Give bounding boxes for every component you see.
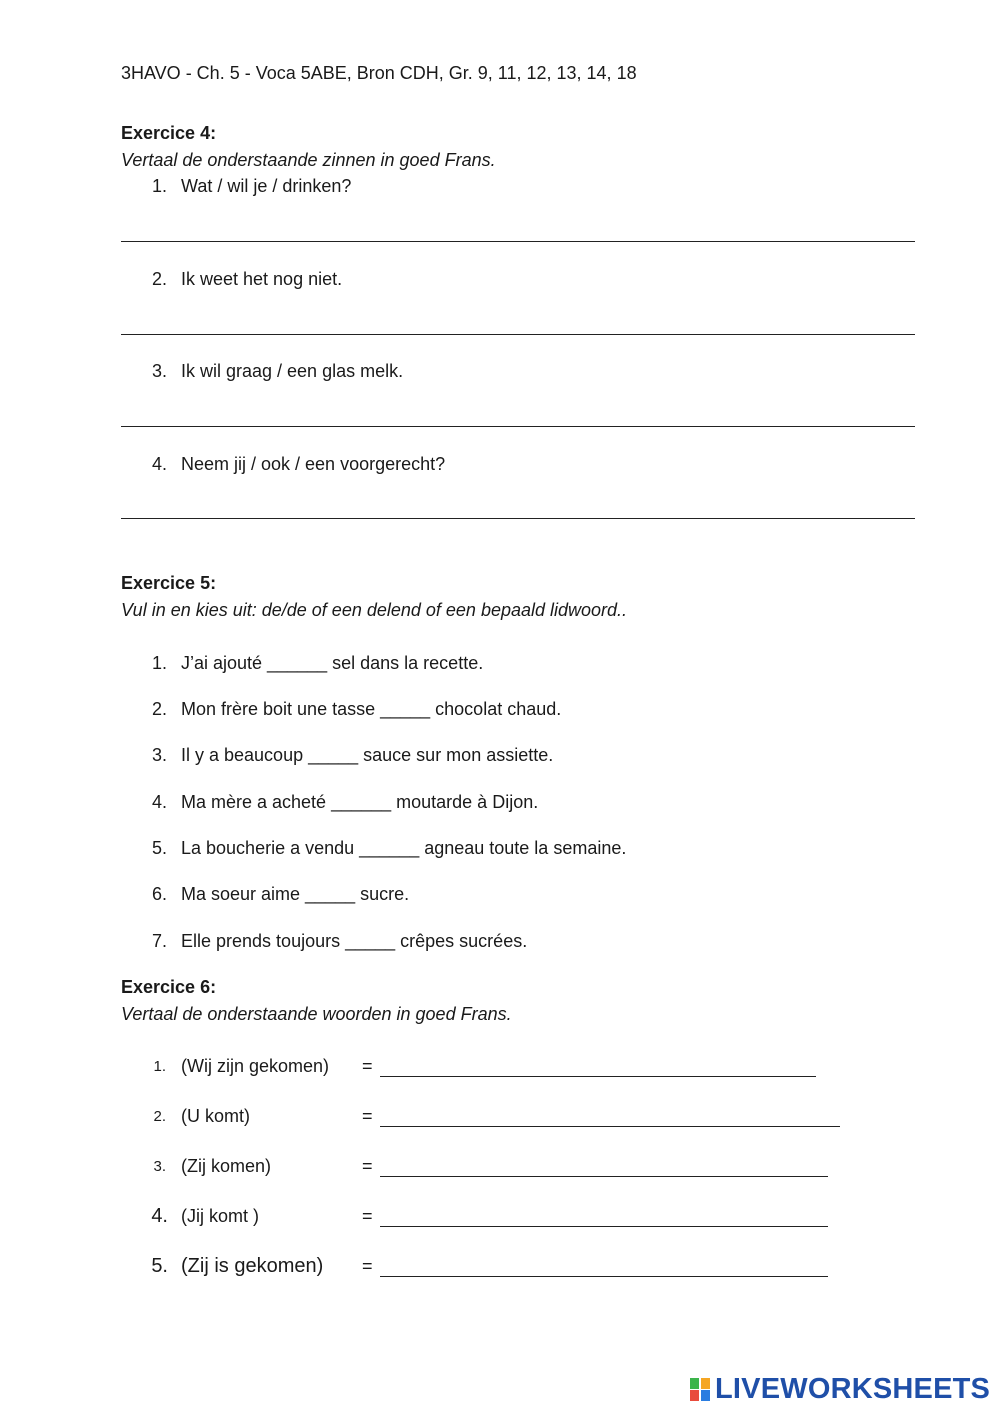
ex5-item-text[interactable]: Ma soeur aime _____ sucre. [181, 884, 410, 904]
ex6-equals: = [362, 1256, 373, 1276]
ex6-equals: = [362, 1106, 373, 1126]
ex4-item-text: Neem jij / ook / een voorgerecht? [181, 454, 446, 474]
ex6-answer-line[interactable] [380, 1076, 816, 1077]
ex4-item-text: Ik wil graag / een glas melk. [181, 361, 404, 381]
ex6-item-number: 3. [153, 1158, 166, 1175]
document-header: 3HAVO - Ch. 5 - Voca 5ABE, Bron CDH, Gr. 9, 11, 12, 13, 14, 18 [121, 63, 637, 83]
ex4-item-number: 2. [151, 269, 167, 289]
ex5-item-text[interactable]: Il y a beaucoup _____ sauce sur mon assiette. [181, 745, 554, 765]
exercise-5-title: Exercice 5: [121, 573, 217, 593]
ex4-item-number: 3. [151, 361, 167, 381]
ex6-item-number: 5. [151, 1255, 168, 1277]
ex4-answer-line[interactable] [121, 334, 915, 335]
ex6-item-text: (Jij komt ) [181, 1206, 259, 1226]
ex5-item-number: 2. [151, 699, 167, 719]
ex6-item-number: 2. [153, 1108, 166, 1125]
exercise-6-title: Exercice 6: [121, 977, 217, 997]
ex5-item-number: 3. [151, 745, 167, 765]
exercise-6-instruction: Vertaal de onderstaande woorden in goed Frans. [121, 1004, 512, 1024]
ex6-item-number: 1. [153, 1058, 166, 1075]
ex6-equals: = [362, 1206, 373, 1226]
liveworksheets-logo [690, 1374, 990, 1404]
ex6-item-text: (U komt) [181, 1106, 250, 1126]
ex6-item-text: (Zij komen) [181, 1156, 272, 1176]
ex6-item-number: 4. [151, 1205, 168, 1227]
exercise-5-instruction: Vul in en kies uit: de/de of een delend of een bepaald lidwoord.. [121, 600, 628, 620]
ex5-item-number: 4. [151, 792, 167, 812]
ex6-answer-line[interactable] [380, 1276, 828, 1277]
ex6-equals: = [362, 1156, 373, 1176]
liveworksheets-logo-icon [690, 1376, 712, 1402]
ex5-item-number: 5. [151, 838, 167, 858]
ex6-item-text: (Wij zijn gekomen) [181, 1056, 330, 1076]
ex5-item-text[interactable]: La boucherie a vendu ______ agneau toute la semaine. [181, 838, 627, 858]
exercise-4-instruction: Vertaal de onderstaande zinnen in goed Frans. [121, 150, 496, 170]
ex4-item-text: Wat / wil je / drinken? [181, 176, 352, 196]
ex6-answer-line[interactable] [380, 1176, 828, 1177]
ex4-answer-line[interactable] [121, 241, 915, 242]
ex5-item-number: 1. [151, 653, 167, 673]
ex4-answer-line[interactable] [121, 426, 915, 427]
ex6-answer-line[interactable] [380, 1126, 840, 1127]
logo-text: LIVEWORKSHEETS [715, 1372, 991, 1405]
ex5-item-number: 7. [151, 931, 167, 951]
ex5-item-number: 6. [151, 884, 167, 904]
ex5-item-text[interactable]: J’ai ajouté ______ sel dans la recette. [181, 653, 484, 673]
ex6-equals: = [362, 1056, 373, 1076]
ex6-answer-line[interactable] [380, 1226, 828, 1227]
ex4-item-number: 1. [151, 176, 167, 196]
exercise-4-title: Exercice 4: [121, 123, 217, 143]
ex6-item-text: (Zij is gekomen) [181, 1255, 324, 1277]
ex4-item-text: Ik weet het nog niet. [181, 269, 343, 289]
ex4-item-number: 4. [151, 454, 167, 474]
ex5-item-text[interactable]: Elle prends toujours _____ crêpes sucrées. [181, 931, 528, 951]
ex5-item-text[interactable]: Mon frère boit une tasse _____ chocolat chaud. [181, 699, 562, 719]
ex5-item-text[interactable]: Ma mère a acheté ______ moutarde à Dijon. [181, 792, 539, 812]
ex4-answer-line[interactable] [121, 518, 915, 519]
